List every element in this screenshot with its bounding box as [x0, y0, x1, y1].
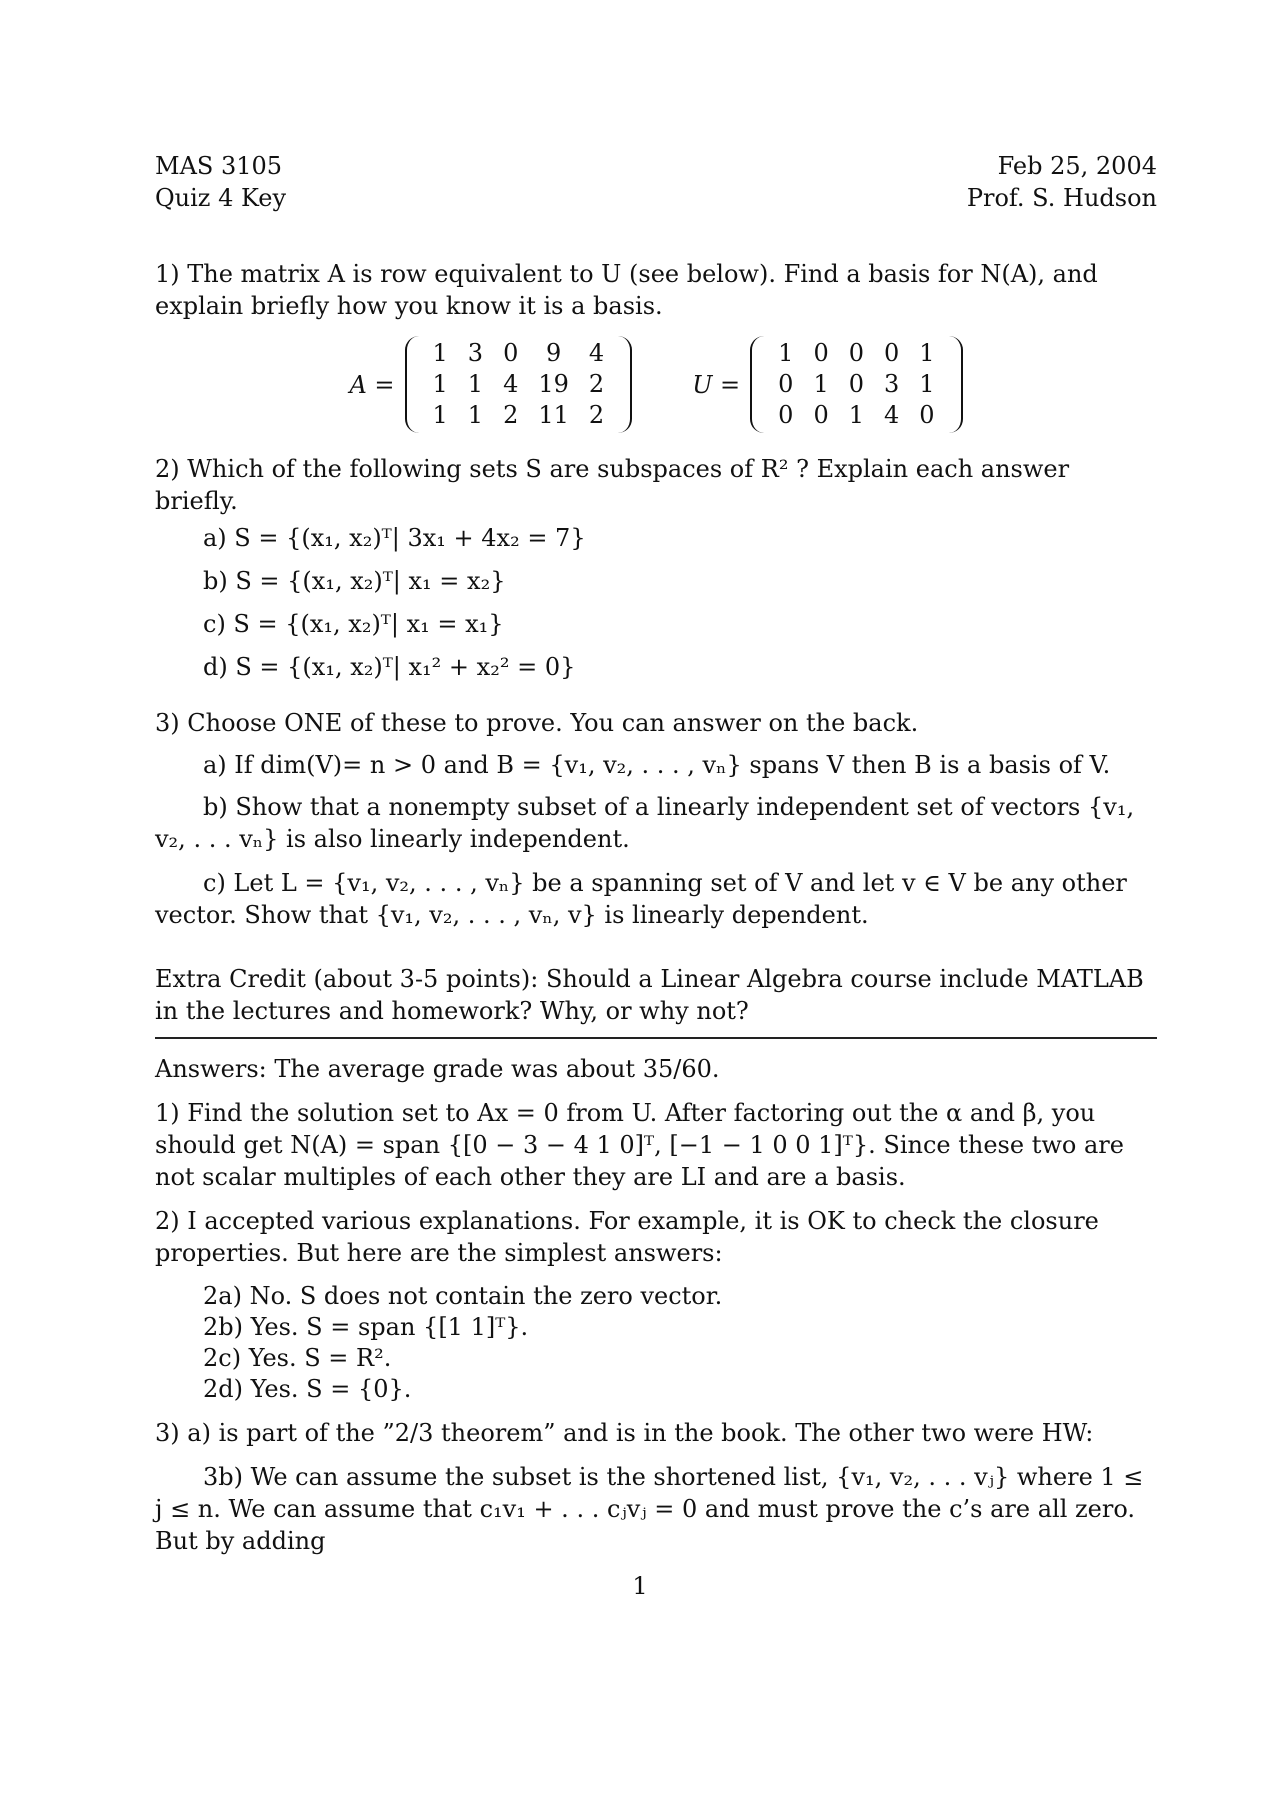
matrix-u-block — [692, 336, 962, 433]
answer-3: 3) a) is part of the ”2/3 theorem” and is in the book. The other two were HW: — [155, 1419, 1094, 1447]
matrix-a-table — [423, 338, 615, 431]
matrix-a-cell: 1 — [432, 339, 448, 367]
divider — [155, 1037, 1157, 1039]
matrix-a-cell: 3 — [467, 339, 484, 367]
right-paren — [947, 336, 963, 433]
matrix-a-row — [423, 338, 615, 369]
q2-item-d: d) S = {(x₁, x₂)ᵀ| x₁² + x₂² = 0} — [203, 653, 576, 681]
matrix-u-cell: 1 — [919, 370, 935, 398]
matrix-a-row — [423, 369, 615, 400]
answer-1: 1) Find the solution set to Ax = 0 from U. After factoring out the α and β, you should get N(A) = span {[0 − 3 − 4 1 0]ᵀ, [−1 − 1 0 0 1]ᵀ}. Since these two are not scalar multiples of each other they are LI and are a basis. — [155, 1099, 1124, 1191]
matrix-u-cell: 4 — [884, 401, 900, 429]
matrix-a-cell: 1 — [467, 401, 484, 429]
matrix-u-row — [768, 400, 944, 431]
matrix-u-cell: 0 — [778, 370, 794, 398]
matrix-a-cell: 4 — [588, 339, 605, 367]
q2-item-a: a) S = {(x₁, x₂)ᵀ| 3x₁ + 4x₂ = 7} — [203, 524, 586, 552]
matrix-a-cell: 4 — [503, 370, 519, 398]
matrix-u-cell: 0 — [813, 339, 829, 367]
matrix-a-cell: 9 — [545, 339, 562, 367]
q2-item-c: c) S = {(x₁, x₂)ᵀ| x₁ = x₁} — [203, 610, 504, 638]
extra-credit: Extra Credit (about 3-5 points): Should a Linear Algebra course include MATLAB in the lectures and homework? Why, or why not? — [155, 965, 1144, 1025]
matrix-u-cell: 0 — [848, 339, 864, 367]
matrix-u-cell: 0 — [848, 370, 864, 398]
course-code: MAS 3105 — [155, 152, 283, 180]
page-number: 1 — [632, 1572, 648, 1600]
matrix-a — [405, 336, 633, 433]
matrix-u-label: U = — [692, 370, 741, 399]
matrix-u-cell: 3 — [884, 370, 900, 398]
matrix-a-cell: 2 — [503, 401, 519, 429]
answer-2c: 2c) Yes. S = R². — [203, 1344, 392, 1372]
answer-2d: 2d) Yes. S = {0}. — [203, 1375, 412, 1403]
answer-2a: 2a) No. S does not contain the zero vector. — [203, 1282, 723, 1310]
header-right — [967, 150, 1157, 214]
matrix-u-table — [768, 338, 944, 431]
matrix-a-cell: 11 — [538, 401, 569, 429]
answer-2: 2) I accepted various explanations. For example, it is OK to check the closure properties. But here are the simplest answers: — [155, 1207, 1099, 1267]
matrix-a-block — [349, 336, 632, 433]
matrix-u-cell: 0 — [919, 401, 935, 429]
matrix-u-row — [768, 369, 944, 400]
matrix-u — [750, 336, 962, 433]
left-paren — [750, 336, 766, 433]
matrix-u-row — [768, 338, 944, 369]
answer-3b: 3b) We can assume the subset is the shortened list, {v₁, v₂, . . . vⱼ} where 1 ≤ j ≤ n. We can assume that c₁v₁ + . . . cⱼvⱼ = 0 and must prove the c’s are all zero. But by adding — [155, 1463, 1144, 1555]
matrix-a-label: A = — [349, 370, 395, 399]
matrix-u-cell: 1 — [813, 370, 829, 398]
matrix-a-cell: 2 — [588, 370, 605, 398]
matrix-a-cell: 1 — [432, 401, 448, 429]
question-2-text: 2) Which of the following sets S are subspaces of R² ? Explain each answer briefly. — [155, 455, 1070, 515]
quiz-title: Quiz 4 Key — [155, 184, 287, 212]
question-3-text: 3) Choose ONE of these to prove. You can answer on the back. — [155, 709, 919, 737]
matrix-u-cell: 1 — [778, 339, 794, 367]
matrix-a-cell: 1 — [467, 370, 484, 398]
answer-2-items — [203, 1281, 1157, 1405]
matrix-u-cell: 1 — [919, 339, 935, 367]
document-page — [155, 150, 1157, 1557]
matrix-u-cell: 0 — [778, 401, 794, 429]
left-paren — [405, 336, 421, 433]
matrix-a-row — [423, 400, 615, 431]
header-left — [155, 150, 286, 214]
matrix-a-cell: 1 — [432, 370, 448, 398]
matrix-u-cell: 1 — [848, 401, 864, 429]
q2-item-b: b) S = {(x₁, x₂)ᵀ| x₁ = x₂} — [203, 567, 506, 595]
quiz-date: Feb 25, 2004 — [997, 152, 1157, 180]
matrix-a-cell: 2 — [588, 401, 605, 429]
matrices-row — [155, 336, 1157, 433]
matrix-a-cell: 19 — [538, 370, 569, 398]
q3-part-b: b) Show that a nonempty subset of a linearly independent set of vectors {v₁, v₂, . . . vₙ} is also linearly independent. — [155, 793, 1135, 853]
matrix-u-cell: 0 — [884, 339, 900, 367]
page-header — [155, 150, 1157, 214]
professor-name: Prof. S. Hudson — [966, 184, 1157, 212]
question-1-text: 1) The matrix A is row equivalent to U (see below). Find a basis for N(A), and explain briefly how you know it is a basis. — [155, 260, 1098, 320]
matrix-a-cell: 0 — [503, 339, 519, 367]
q3-part-a: a) If dim(V)= n > 0 and B = {v₁, v₂, . . . , vₙ} spans V then B is a basis of V. — [203, 751, 1111, 779]
question-2-items — [155, 517, 1157, 689]
q3-part-c: c) Let L = {v₁, v₂, . . . , vₙ} be a spanning set of V and let v ∈ V be any other vector. Show that {v₁, v₂, . . . , vₙ, v} is linearly dependent. — [155, 869, 1127, 929]
answers-intro: Answers: The average grade was about 35/60. — [155, 1055, 720, 1083]
matrix-u-cell: 0 — [813, 401, 829, 429]
answer-2b: 2b) Yes. S = span {[1 1]ᵀ}. — [203, 1313, 529, 1341]
right-paren — [616, 336, 632, 433]
